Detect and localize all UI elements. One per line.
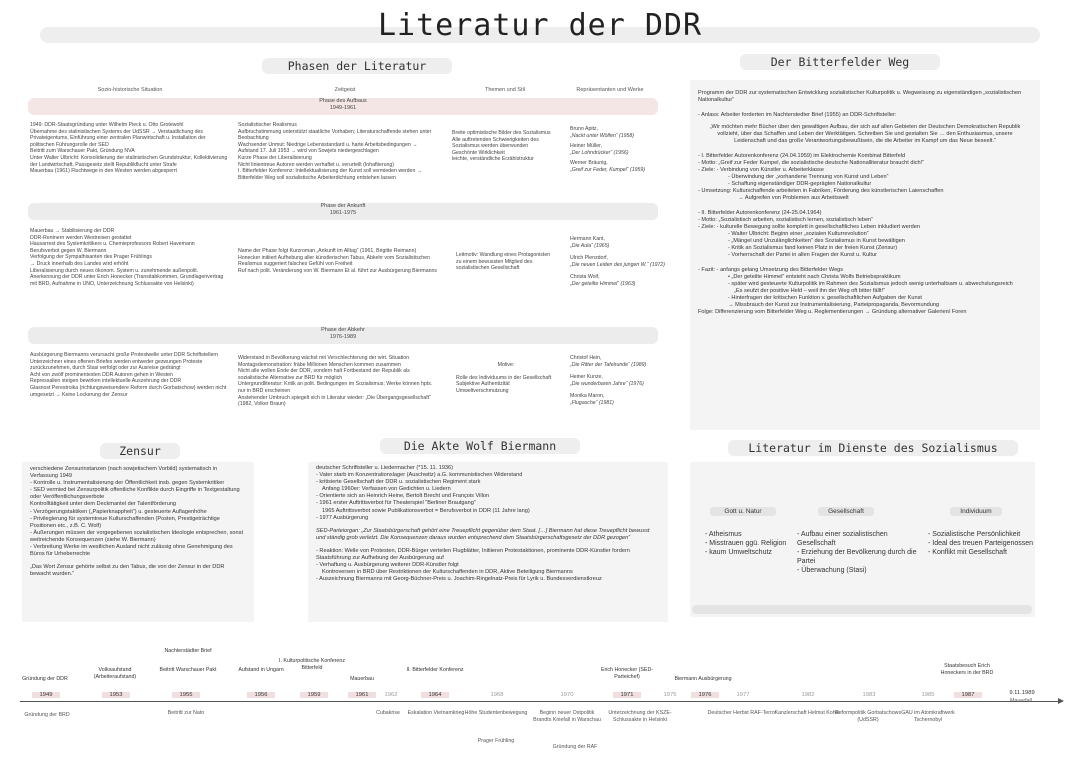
tl-year: 1964 — [421, 692, 449, 698]
tl-event: Kanzlerschaft Helmut Kohls — [774, 710, 840, 716]
author: Heiner Müller, — [570, 143, 603, 150]
phase-years: 1961-1975 — [329, 210, 357, 216]
list-item: Widerstand in Bevölkerung wächst mit Verschlechterung der wirt. Situation — [238, 355, 409, 361]
list-item: Folge: Differenzierung vom Bitterfelder Weg u. Reglementierungen → Gründung alternativer Galerien/ Foren — [698, 309, 967, 315]
list-item: Mauerbau → Stabilisierung der DDR — [30, 228, 115, 234]
tl-year: 1970 — [560, 692, 574, 698]
work-title: „Nackt unter Wölfen“ (1958) — [570, 132, 635, 139]
tl-event: Reformpolitik Gorbatschows (UdSSR) — [834, 710, 902, 723]
list-item: - Kontrolle u. Instrumentalisierung der Öffentlichkeit insb. gegen Systemkritiker — [30, 480, 225, 487]
tl-event: Staatsbesuch Erich Honeckers in der BRD — [940, 663, 994, 676]
tl-year: 1955 — [172, 692, 200, 698]
list-item: Wachsender Unmut: Niedrige Lebensstandard u. harte Arbeitsbedingungen → Aufstand 17. Juli 1953 → wird von Sowjets niedergeschlagen — [238, 141, 418, 155]
list-item: - „Mängel und Unzulänglichkeiten“ des Sozialismus in Kunst bewältigen — [728, 238, 905, 244]
list-item: - Ziele: - Verbindung von Künstler u. Arbeiterklasse — [698, 167, 824, 173]
tl-event: Volksaufstand (Arbeiteraufstand) — [93, 667, 137, 680]
list-item: Honecker initiiert Aufhebung aller künstlerischen Tabus, Abkehr vom Sozialistischen Realismus suggeriert falsches Gefühl von Freiheit — [238, 254, 430, 268]
list-item: Unter Walter Ulbricht: Konsolidierung der stalinistischen Grundstruktur, Kollektivierung der Landwirtschaft, Passgesetz stellt Republikflucht unter Strafe — [30, 154, 228, 168]
list-item: - Schaffung eigenständiger DDR-geprägten Nationalkultur — [728, 181, 872, 187]
list-item: - Verzögerungstaktiken („Papierknappheit“) u. gesteuerte Auflagenhöhe — [30, 508, 207, 515]
list-item: - kritisierte Gesellschaft der DDR u. sozialistischen Regiment stark — [316, 479, 481, 486]
phase-years: 1976-1989 — [329, 334, 357, 340]
list-item: Subjektive Authentizität — [456, 381, 510, 388]
tl-year: 1985 — [921, 692, 935, 698]
list-item: Kontroversen in BRD über Restriktionen der Kulturschaffenden in DDR, Aktive Beteiligung Biermanns — [322, 569, 573, 576]
tl-event: Gründung der DDR — [22, 676, 68, 682]
work-title: „Die Aula“ (1965) — [570, 242, 610, 249]
biermann-heading: Die Akte Wolf Biermann — [380, 438, 580, 454]
tl-year: 1968 — [490, 692, 504, 698]
list-item: 1949: DDR-Staatsgründung unter Wilhelm Pieck u. Otto Grotewohl — [30, 122, 184, 128]
col-head-zeitgeist: Zeitgeist — [334, 87, 356, 93]
list-item: Verfolgung der Sympathisanten des Prager Frühlings — [30, 254, 152, 261]
timeline-arrow-icon — [1058, 698, 1064, 704]
tl-event: Beitritt Warschauer Pakt — [159, 667, 217, 673]
tl-year: 9.11.1989 — [1009, 690, 1035, 696]
phase-band-abkehr — [28, 327, 658, 344]
list-item: - Überwachung (Stasi) — [797, 567, 867, 574]
phase-band-ankunft — [28, 203, 658, 220]
list-item: - SED vermied bei Zensurpolitik offentliche Konflikte durch Eingriffe in Textgestaltung oder Veröffentlichungsverbote — [30, 487, 240, 501]
author: Werner Bräunig, — [570, 160, 608, 167]
list-item: - 1977 Ausbürgerung — [316, 514, 369, 521]
list-item: - Ideal des treuen Parteigenossen — [928, 540, 1034, 547]
tl-year: 1953 — [102, 692, 130, 698]
list-item: Nicht linientreue Autoren werden verhaftet u. verurteilt (Inhaftierung) — [238, 161, 394, 168]
tl-event: Cubakrise — [376, 710, 400, 716]
list-item: - Erziehung der Bevölkerung durch die Partei — [797, 549, 917, 565]
list-item: • „Der geteilte Himmel“ entsteht nach Christa Wolfs Betriebspraktikum — [728, 274, 901, 280]
dienste-head-gott: Gott u. Natur — [710, 507, 776, 516]
author: Heiner Kunze, — [570, 374, 603, 381]
work-title: „Greif zur Feder, Kumpel“ (1959) — [570, 166, 645, 173]
work-title: „Die wunderbaren Jahre“ (1976) — [570, 380, 644, 387]
tl-year: 1956 — [247, 692, 275, 698]
list-item: - Privilegierung für systemtreue Kulturschaffenden (Posten, Prestigeträchtige Positionen etc., z.B. C. Wolf) — [30, 515, 220, 529]
list-item: Untergrundliteratur: Kritik an polit. Bedingungen im Sozialismus; Werke können hpts. nur in BRD erscheinen — [238, 381, 433, 394]
dienste-col-gott — [705, 530, 790, 557]
list-item: Geschönte Wirklichkeit — [452, 149, 505, 156]
tl-event: Deutscher Herbst RAF-Terror — [707, 710, 777, 716]
anlass: - Anlass: Arbeiter forderten im Nachterstedter Brief (1955) an DDR-Schriftsteller: — [698, 112, 897, 118]
list-item: Kontrolltätigkeit unter dem Deckmantel der Talentförderung — [30, 501, 177, 508]
tl-year: 1977 — [736, 692, 750, 698]
tl-event: Nachterstädter Brief — [164, 648, 212, 654]
list-item: - Vater starb im Konzentrationslager (Auschwitz) a.G. kommunistischen Widerstand — [316, 472, 523, 479]
list-item: Übernahme des stalinistischen Systems der UdSSR → Verstaatlichung des Privateigentums, Einführung einer zentralen Planwirtschaft u. Installation der politischen Führungsrolle der SED — [30, 128, 206, 148]
konf1 — [698, 153, 1032, 202]
dienste-head-individuum: Individuum — [950, 507, 1002, 516]
dienste-head-gesellschaft: Gesellschaft — [818, 507, 874, 516]
tl-event: Unterzeichnung der KSZE-Schlussakte in Helsinki — [608, 710, 672, 723]
dienste-col-individuum — [928, 530, 1034, 557]
list-item: - Fazit: - anfangs gelang Umsetzung des Bitterfelder Wegs — [698, 267, 844, 273]
author: Hermann Kant, — [570, 236, 605, 242]
tl-event: I. Kulturpolitische Konferenz Bitterfeld — [279, 658, 345, 671]
phase1-werke — [570, 126, 665, 174]
tl-year: 1975 — [663, 692, 677, 698]
list-item: Berufsverbot gegen W. Biermann — [30, 247, 107, 254]
list-item: - I. Bitterfelder Autorenkonferenz (24.04.1959) im Elektrochemie Kombinat Bitterfeld — [698, 153, 906, 159]
col-head-werke: Repräsentanten und Werke — [576, 87, 644, 93]
bitterfeld-heading: Der Bitterfelder Weg — [740, 54, 940, 70]
list-item: - Sozialistische Persönlichkeit — [928, 531, 1021, 538]
phase3-situation — [30, 352, 230, 398]
list-item: Liberalisierung durch neues ökonom. System u. zunehmende außenpolit. Anerkennung der DDR unter Erich Honecker (Transitabkommen, Grundlagenvertrag mit BRD, Aufnahme in UNO, Unterzeichnung Schlussakte von Helsinki) — [30, 267, 224, 287]
list-item: Acht von zwölf prominentesten DDR Autoren gehen in Westen — [30, 371, 173, 378]
dienste-bar — [692, 605, 1032, 614]
zensur-heading: Zensur — [100, 443, 180, 459]
list-item: Umweltverschmutzung — [456, 387, 509, 394]
tl-event: Aufstand in Ungarn — [238, 667, 284, 673]
fazit — [698, 267, 1032, 316]
list-item: - Walter Ulbricht: Beginn einer „sozialen Kulturrevolution“ — [728, 231, 869, 237]
timeline-axis — [20, 701, 1060, 702]
list-item: - Atheismus — [705, 531, 742, 538]
list-item: - Misstrauen ggü. Religion — [705, 540, 787, 547]
list-item: → Missbrauch der Kunst zur Instrumentalisierung, Parteipropaganda, Bevormundung — [728, 302, 940, 308]
tl-event: Erich Honecker (SED-Parteichef) — [600, 667, 654, 680]
list-item: Mauerbau (1961) Fluchtwege in den Westen werden abgesperrt — [30, 168, 177, 175]
tl-event: Mauerfall — [1010, 698, 1032, 704]
tl-event: Beitritt zur Nato — [167, 710, 205, 716]
list-item: „Es seufzt der positive Held – weil ihn der Weg oft bitter fällt!“ — [734, 288, 885, 294]
phase1-zeitgeist — [238, 122, 438, 181]
author: Bruno Apitz, — [570, 126, 598, 132]
work-title: „Der Lohndrücker“ (1956) — [570, 149, 629, 156]
list-item: Montagsdemonstration: fräbe Millionen Menschen kommen zusammen — [238, 361, 401, 368]
phase2-situation — [30, 228, 230, 287]
list-item: - Verbreitung Werke im westlichen Ausland nicht zulässig ohne Genehmigung des Büros für Urheberrechte — [30, 544, 233, 558]
list-item: Ausbürgerung Biermanns verursacht große Protestwelle unter DDR Schriftstellern — [30, 352, 218, 358]
list-item: - Aufbau einer sozialistischen Gesellschaft — [797, 531, 888, 547]
tl-event: Eskalation Vietnamkrieg — [407, 710, 465, 716]
list-item: Ruf nach polit. Veränderung von W. Biermann Et al. führt zur Ausbürgerung Biermanns — [238, 267, 437, 274]
list-item: Leitmotiv: Wandlung eines Protagonisten zu einem bewussten Mitglied des sozialistischen Gesellschaft — [456, 252, 551, 272]
author: Monika Maron, — [570, 393, 605, 400]
col-head-situation: Sozio-historische Situation — [97, 87, 163, 93]
tl-event: Gründung der BRD — [24, 712, 70, 718]
list-item: - 1961 erster Auftrittsverbot für Theaterspiel “Berliner Brautgang“ — [316, 500, 476, 507]
tl-event: Höhe Studentenbewegung — [464, 710, 528, 716]
list-item: Anstehender Umbruch spiegelt sich in Literatur wieder: „Die Übergangsgesellschaft“ (1982, Volker Braun) — [238, 394, 431, 408]
list-item: - Reaktion: Welle von Protesten, DDR-Bürger verteilen Flugblätter, Initiieren Protestaktionen, prominente DDR-Künstler fordern Staatsführung zur Aufhebung der Ausbürgerung auf — [316, 547, 630, 562]
list-item: - Vorherrschaft der Partei in allen Fragen der Kunst u. Kultur — [728, 252, 877, 258]
list-item: Anfang 1960er: Verfassen von Gedichten u. Liedern — [322, 486, 451, 493]
list-item: 1965 Auftrittsverbot sowie Publikationsverbot = Berufsverbot in DDR (11 Jahre lang) — [322, 507, 530, 514]
list-item: - kaum Umweltschutz — [705, 549, 772, 556]
themen-head: Motive: — [497, 362, 515, 368]
biermann-card — [308, 462, 668, 622]
author: Ulrich Plenzdorf, — [570, 255, 609, 262]
tl-year: 1961 — [348, 692, 376, 698]
phase-name: Phase der Ankunft — [320, 203, 366, 209]
list-item: Rolle des Individuums in der Gesellschaft — [456, 374, 552, 381]
tl-event: II. Bitterfelder Konferenz — [406, 667, 464, 673]
list-item: → Druck innerhalb des Landes wird erhöht — [30, 260, 129, 267]
phase1-themen — [452, 130, 562, 163]
phasen-heading: Phasen der Literatur — [262, 58, 452, 74]
list-item: Alle auftretenden Schwierigkeiten des Sozialismus werden überwunden — [452, 136, 539, 150]
dienste-heading: Literatur im Dienste des Sozialismus — [728, 440, 1018, 456]
tl-year: 1962 — [384, 692, 398, 698]
list-item: - Kritik an Sozialismus fand keinen Platz in der freien Kunst (Zensur) — [728, 245, 898, 251]
phase-name: Phase des Aufbaus — [319, 98, 367, 104]
list-item: - Motto: „Sozialistisch arbeiten, sozialistisch lernen, sozialistisch leben“ — [698, 217, 874, 223]
list-item: Nicht alle wollen Ende der DDR, sondern halt Fortbestand der Republik als sozialistische Alternative zur BRD für möglich — [238, 368, 410, 381]
phase3-zeitgeist — [238, 355, 438, 408]
list-item: - Motto: „Greif zur Feder Kumpel, die sozialistische deutsche Nationalliteratur braucht dich!“ — [698, 160, 925, 166]
list-item: - Ziele: - kulturelle Bewegung sollte komplett in gesellschaftliches Leben inkludiert werden — [698, 224, 921, 230]
zensur-quote: „Das Wort Zensur gehörte selbst zu den Tabus, die von der Zensur in der DDR bewacht wurden.“ — [30, 564, 225, 578]
list-item: DDR-Rentnern werden Westreisen gestattet — [30, 234, 132, 241]
tl-event: GAU im Atomkraftwerk Tschernobyl — [901, 710, 955, 723]
list-item: Sozialistischer Realismus — [238, 122, 297, 128]
konf2 — [698, 210, 1032, 259]
tl-year: 1976 — [691, 692, 719, 698]
tl-event: Mauerbau — [350, 676, 374, 682]
list-item: Glasnost Perestroika (richtungsweisendere Reform durch Gorbatschow) werden nicht umgesetzt → Keine Lockerung der Zensur — [30, 384, 227, 398]
col-head-themen: Themen und Stil — [484, 87, 526, 93]
tl-year: 1949 — [32, 692, 60, 698]
list-item: deutscher Schriftsteller u. Liedermacher (*15. 11. 1936) — [316, 465, 454, 471]
tl-event: Prager Frühling — [477, 738, 515, 744]
tl-event: Biermann Ausbürgerung — [674, 676, 732, 682]
work-title: „Die neuen Leiden des jungen W.“ (1972) — [570, 261, 665, 268]
tl-event: Gründung der RAF — [552, 744, 598, 750]
tl-year: 1982 — [801, 692, 815, 698]
phase2-zeitgeist — [238, 248, 438, 274]
phase3-werke — [570, 355, 665, 407]
biermann-quote: SED-Parteiorgan: „Zur Staatsbürgerschaft gehört eine Treuepflicht gegenüber dem Staat. […] Biermann hat diese Treuepflicht bewusst und ständig grob verletzt. Die Konsequenzen daraus wurden entsprechend dem Staatsbürgerschaftsgesetz der DDR gezogen“ — [316, 527, 650, 541]
work-title: „Flugasche“ (1981) — [570, 399, 614, 406]
tl-year: 1987 — [954, 692, 982, 698]
tl-year: 1959 — [300, 692, 328, 698]
list-item: - später wird gesteuerte Kulturpolitik im Rahmen des Sozialismus jedoch wenig unterhaltsam u. abwechslungsreich — [728, 281, 1013, 287]
list-item: - Auszeichnung Biermanns mit Georg-Büchner-Preis u. Joachim-Ringelnatz-Preis für Lyrik u. Bundesverdienstkreuz — [316, 576, 602, 583]
list-item: Hausarrest des Systemkritikers u. Chemieprofessors Robert Havemann — [30, 241, 195, 248]
author: Christof Hein, — [570, 355, 602, 361]
list-item: - Orientierte sich an Heinrich Heine, Bertolt Brecht und François Villon — [316, 493, 490, 500]
phase-name: Phase der Abkehr — [321, 327, 365, 333]
list-item: Unterzeichner eines offenen Briefes werden entweder gezwungen Proteste zurückzunehmen, durch Stasi verfolgt oder zur Ausreise gedrängt — [30, 358, 203, 372]
list-item: - II. Bitterfelder Autorenkonferenz (24-25.04.1964) — [698, 210, 822, 216]
phase2-themen — [456, 252, 556, 272]
list-item: Beitritt zum Warschauer Pakt, Gründung NVA — [30, 148, 135, 155]
tl-year: 1983 — [862, 692, 876, 698]
list-item: - Äußerungen müssen der vorgegebenen sozialistischen Ideologie entsprechen, sonst weitreichende Konsequenzen (siehe W. Biermann) — [30, 529, 244, 543]
phase2-werke — [570, 236, 665, 288]
phase1-situation — [30, 122, 230, 175]
list-item: - Hinterfragen der kritischen Funktion v. gesellschaftlichen Aufgaben der Kunst — [728, 295, 922, 301]
list-item: Aufbruchstimmung unterstützt staatliche Vorhaben; Literaturschaffende stehen unter Beobachtung — [238, 128, 432, 142]
zensur-card — [22, 462, 254, 622]
page-title: Literatur der DDR — [377, 8, 703, 43]
phase-years: 1949-1961 — [329, 105, 357, 111]
list-item: leichte, verständliche Erzählstruktur — [452, 156, 534, 163]
tl-event: Beginn neuer Ostpolitik Brandts Kniefall in Warschau — [533, 710, 601, 723]
author: Christa Wolf, — [570, 274, 600, 281]
dienste-col-gesellschaft — [797, 530, 922, 575]
work-title: „Der geteilte Himmel“ (1963) — [570, 280, 636, 287]
list-item: I. Bitterfelder Konferenz: Intellektualisierung der Kunst soll vermieden werden → Bitterfelder Weg soll sozialistische Arbeiterdichtung entstehen lassen — [238, 168, 422, 181]
list-item: - Konflikt mit Gesellschaft — [928, 549, 1007, 556]
list-item: verschiedene Zensurinstanzen (nach sowjetischem Vorbild) systematisch in Verfassung 1949 — [30, 466, 218, 480]
quote: „Wir möchten mehr Bücher über den gewaltigen Aufbau, der sich auf allen Gebieten der Deutschen Demokratischen Republik vollzieht, über das Schaffen und Leben der Werktätigen. Schreiben Sie und gestalten Sie … den Enthusiasmus, unsere Leidenschaft und das große Verantwortungsbewußtsein, die die Arbeiter im Kampf um das Neue beseelt.“ — [709, 124, 1021, 144]
bitterfeld-card — [690, 80, 1040, 430]
intro: Programm der DDR zur systematischen Entwicklung sozialistischer Kulturpolitik u. Wegweisung zu eigenständigen „sozialistischen Nationalkultur“ — [698, 90, 1022, 103]
list-item: Kurze Phase der Liberalisierung — [238, 154, 312, 161]
list-item: - Überwindung der „vorhandene Trennung von Kunst und Leben“ — [728, 174, 889, 180]
phase3-themen — [456, 362, 556, 394]
list-item: Repressalien steigen bewirken intellektuelle Auszehrung der DDR — [30, 378, 182, 385]
work-title: „Die Ritter der Tafelrunde“ (1989) — [570, 361, 647, 368]
phase-band-aufbau — [28, 98, 658, 115]
tl-year: 1971 — [613, 692, 641, 698]
list-item: → Aufgreifen von Problemen aus Arbeitswelt — [738, 195, 849, 201]
list-item: - Umsetzung: Kulturschaffende arbeiteten in Fabriken, Förderung des künstlerischen Laienschaffen — [698, 188, 944, 194]
list-item: Breite optimistische Bilder des Sozialismus — [452, 130, 551, 136]
list-item: Name der Phase folgt Kurzroman „Ankunft im Alltag“ (1961, Brigitte Reimann) — [238, 248, 417, 254]
list-item: - Verhaftung u. Ausbürgerung weiterer DDR-Künstler folgt — [316, 562, 459, 569]
